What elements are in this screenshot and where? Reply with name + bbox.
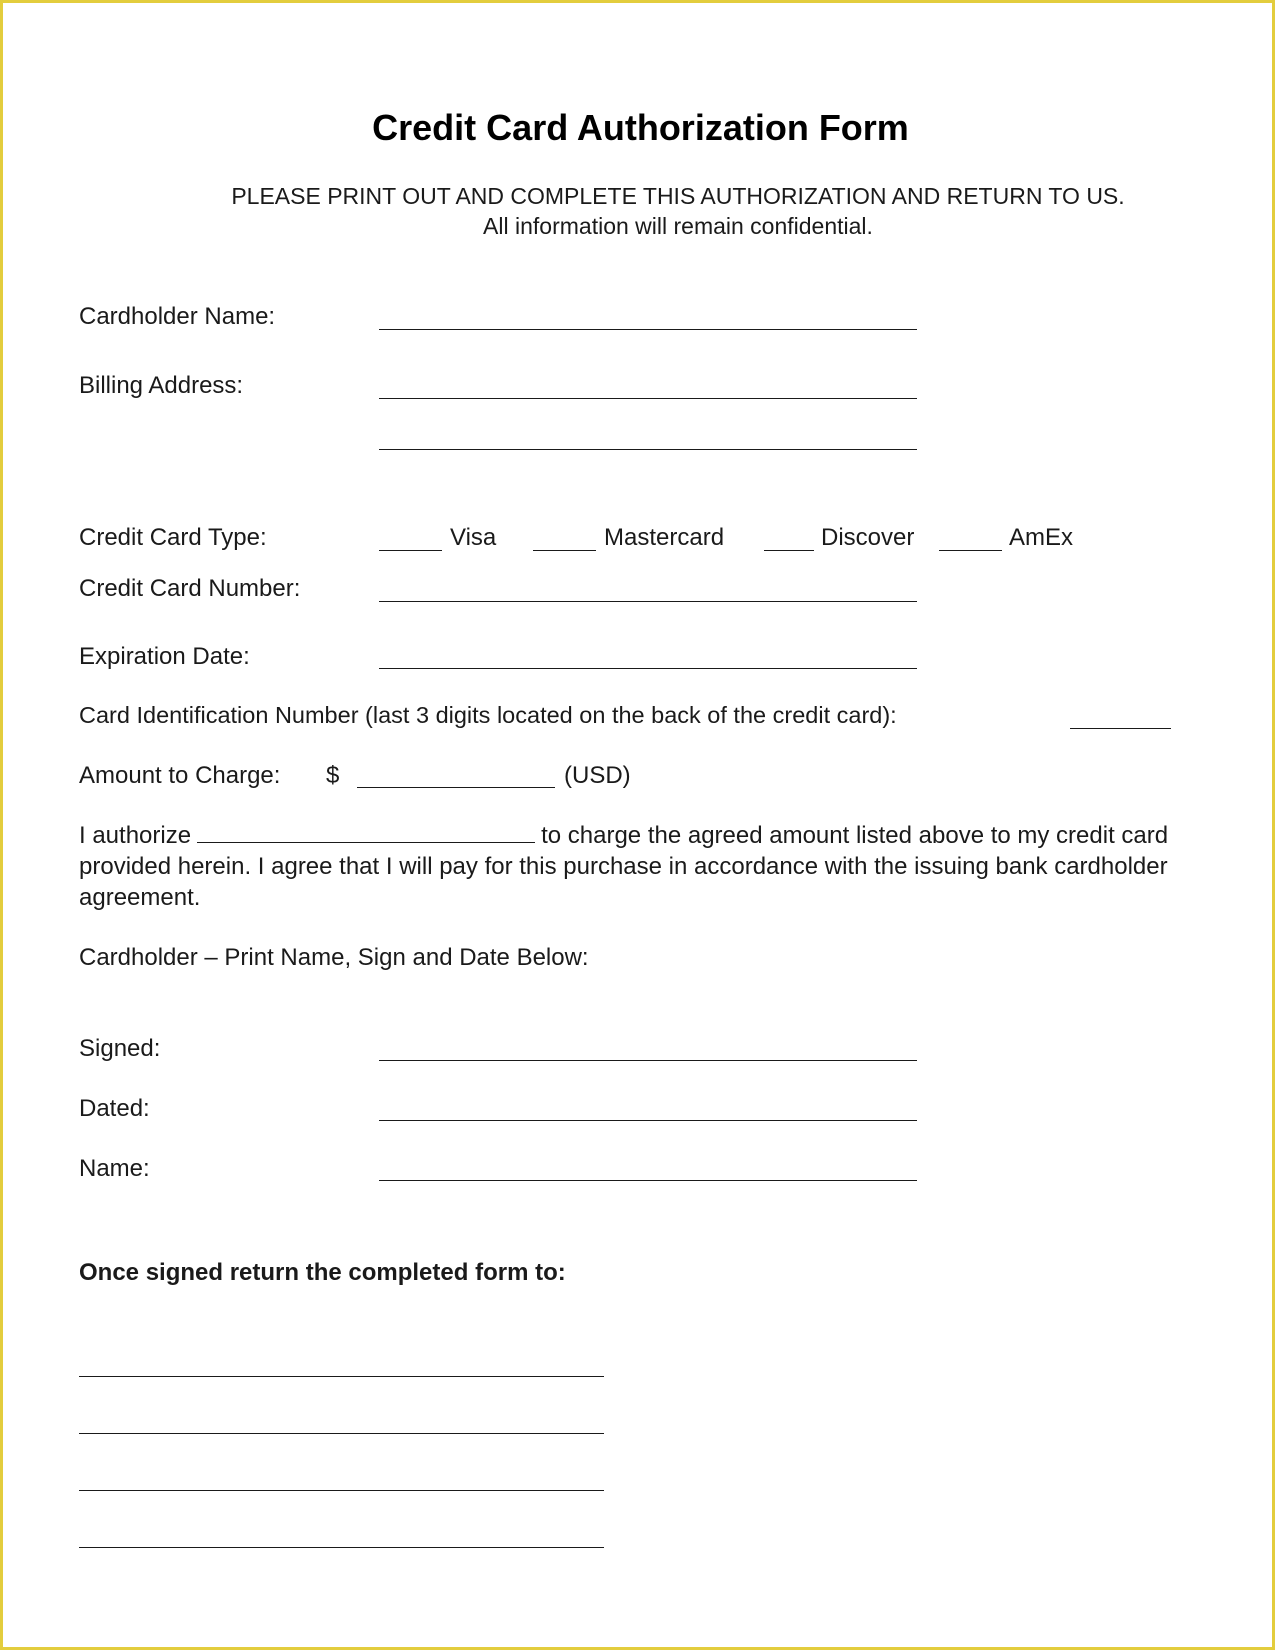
mastercard-option: Mastercard (604, 524, 725, 551)
merchant-name-field[interactable] (197, 818, 535, 843)
return-address-line-2[interactable] (79, 1433, 604, 1434)
cid-label: Card Identification Number (last 3 digits located on the back of the credit card): (79, 702, 897, 728)
card-number-field[interactable] (379, 601, 917, 602)
name-field[interactable] (379, 1180, 917, 1181)
billing-address-label: Billing Address: (79, 372, 244, 399)
expiration-field[interactable] (379, 668, 917, 669)
instruction-line-2: All information will remain confidential. (483, 213, 873, 239)
card-number-label: Credit Card Number: (79, 575, 301, 602)
visa-option: Visa (450, 524, 497, 551)
instruction-line-1: PLEASE PRINT OUT AND COMPLETE THIS AUTHORIZATION AND RETURN TO US. (231, 183, 1125, 209)
expiration-label: Expiration Date: (79, 643, 250, 670)
return-heading: Once signed return the completed form to: (79, 1259, 566, 1286)
discover-blank[interactable] (764, 550, 814, 551)
name-label: Name: (79, 1155, 150, 1182)
billing-address-line-1[interactable] (379, 398, 917, 399)
signed-field[interactable] (379, 1060, 917, 1061)
amex-option: AmEx (1009, 524, 1074, 551)
discover-option: Discover (821, 524, 915, 551)
authorization-prefix: I authorize (79, 822, 192, 849)
currency-label: (USD) (564, 762, 631, 789)
signature-heading: Cardholder – Print Name, Sign and Date Below: (79, 944, 589, 971)
return-address-line-4[interactable] (79, 1547, 604, 1548)
mastercard-blank[interactable] (533, 550, 596, 551)
amount-label: Amount to Charge: (79, 762, 281, 789)
authorization-text: to charge the agreed amount listed above to my credit card provided herein. I agree that I will pay for this purchase in accordance with the issuing bank cardholder agreement. (79, 822, 1169, 911)
return-address-line-1[interactable] (79, 1376, 604, 1377)
return-address-line-3[interactable] (79, 1490, 604, 1491)
dated-label: Dated: (79, 1095, 150, 1122)
signed-label: Signed: (79, 1035, 161, 1062)
billing-address-line-2[interactable] (379, 449, 917, 450)
dated-field[interactable] (379, 1120, 917, 1121)
cardholder-name-field[interactable] (379, 329, 917, 330)
amex-blank[interactable] (939, 550, 1002, 551)
currency-symbol: $ (326, 762, 340, 789)
authorization-paragraph (79, 818, 1219, 913)
visa-blank[interactable] (379, 550, 442, 551)
card-type-label: Credit Card Type: (79, 524, 267, 551)
amount-field[interactable] (357, 787, 555, 788)
cardholder-name-label: Cardholder Name: (79, 303, 276, 330)
page-title: Credit Card Authorization Form (372, 107, 909, 148)
cid-field[interactable] (1070, 728, 1171, 729)
